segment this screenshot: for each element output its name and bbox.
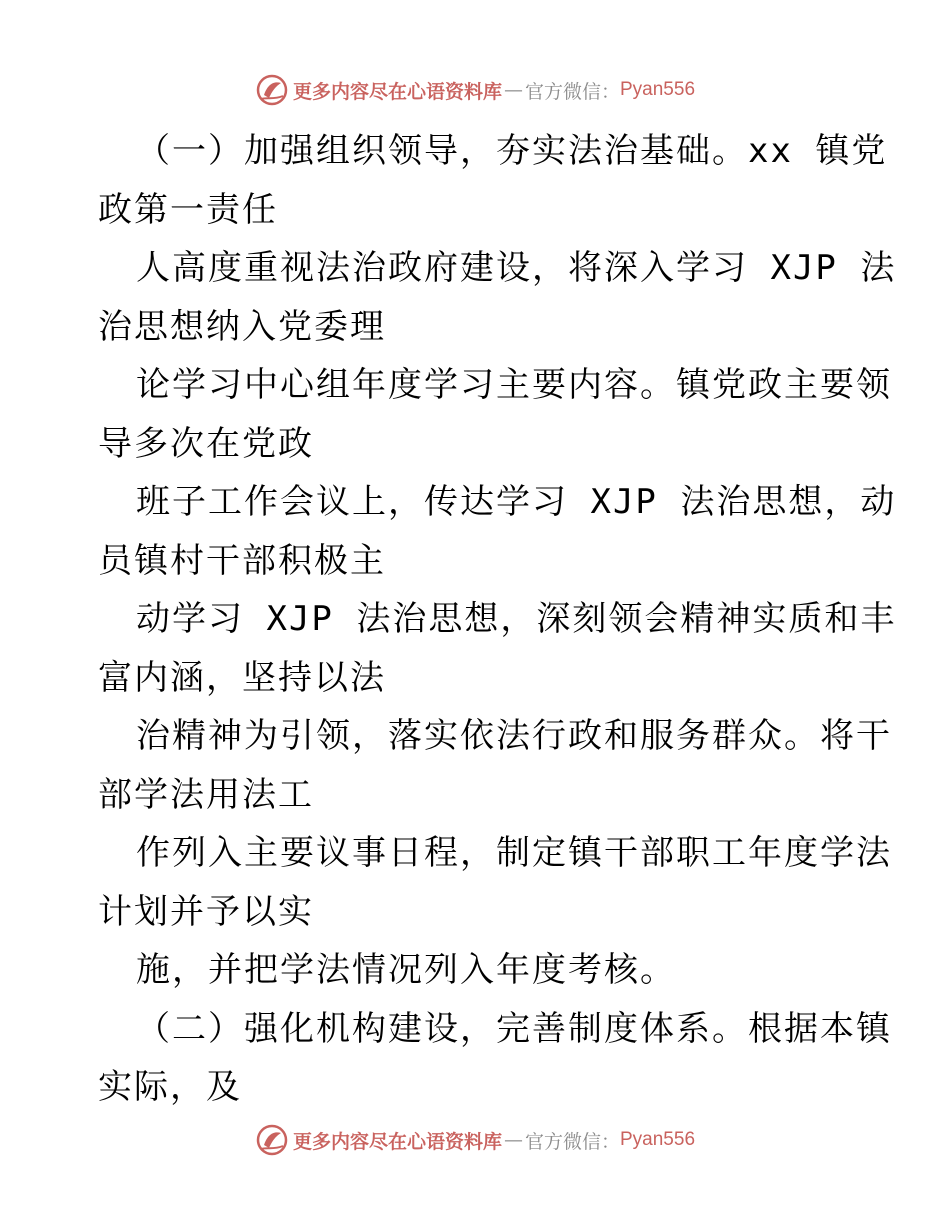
text-line: 人高度重视法治政府建设，将深入学习 XJP 法 (136, 248, 897, 288)
text-line: 作列入主要议事日程，制定镇干部职工年度学法 (136, 833, 892, 873)
text-line: 政第一责任 (98, 189, 278, 230)
footer-watermark (0, 1120, 950, 1160)
text-line: 治思想纳入党委理 (98, 306, 386, 347)
signature-pen-logo-icon (255, 73, 289, 107)
watermark-brand: 更多内容尽在心语资料库 (292, 80, 502, 103)
text-line: 治精神为引领，落实依法行政和服务群众。将干 (136, 716, 892, 756)
signature-pen-logo-icon (255, 1123, 289, 1157)
watermark-label: 官方微信： (524, 1130, 620, 1153)
text-line: 论学习中心组年度学习主要内容。镇党政主要领 (136, 365, 892, 405)
text-line: 动学习 XJP 法治思想，深刻领会精神实质和丰 (136, 599, 897, 639)
document-body (98, 122, 897, 1117)
text-line: 导多次在党政 (98, 423, 314, 464)
watermark-label: 官方微信： (524, 80, 620, 103)
text-line: 班子工作会议上，传达学习 XJP 法治思想，动 (136, 482, 897, 522)
header-watermark (0, 70, 950, 110)
text-line: （二）强化机构建设，完善制度体系。根据本镇 (136, 1008, 892, 1049)
watermark-dash: — (503, 79, 523, 101)
text-line: 计划并予以实 (98, 891, 314, 932)
watermark-dash: — (503, 1129, 523, 1151)
text-line: 富内涵，坚持以法 (98, 657, 386, 698)
watermark-wechat-id: Pyan556 (620, 1129, 696, 1150)
text-line: 部学法用法工 (98, 774, 314, 815)
watermark-wechat-id: Pyan556 (620, 79, 696, 100)
text-line: 员镇村干部积极主 (98, 540, 386, 581)
watermark-brand: 更多内容尽在心语资料库 (292, 1130, 502, 1153)
text-line: 实际，及 (98, 1067, 242, 1107)
text-line: 施，并把学法情况列入年度考核。 (136, 950, 676, 990)
text-line: （一）加强组织领导，夯实法治基础。xx 镇党 (136, 131, 888, 171)
